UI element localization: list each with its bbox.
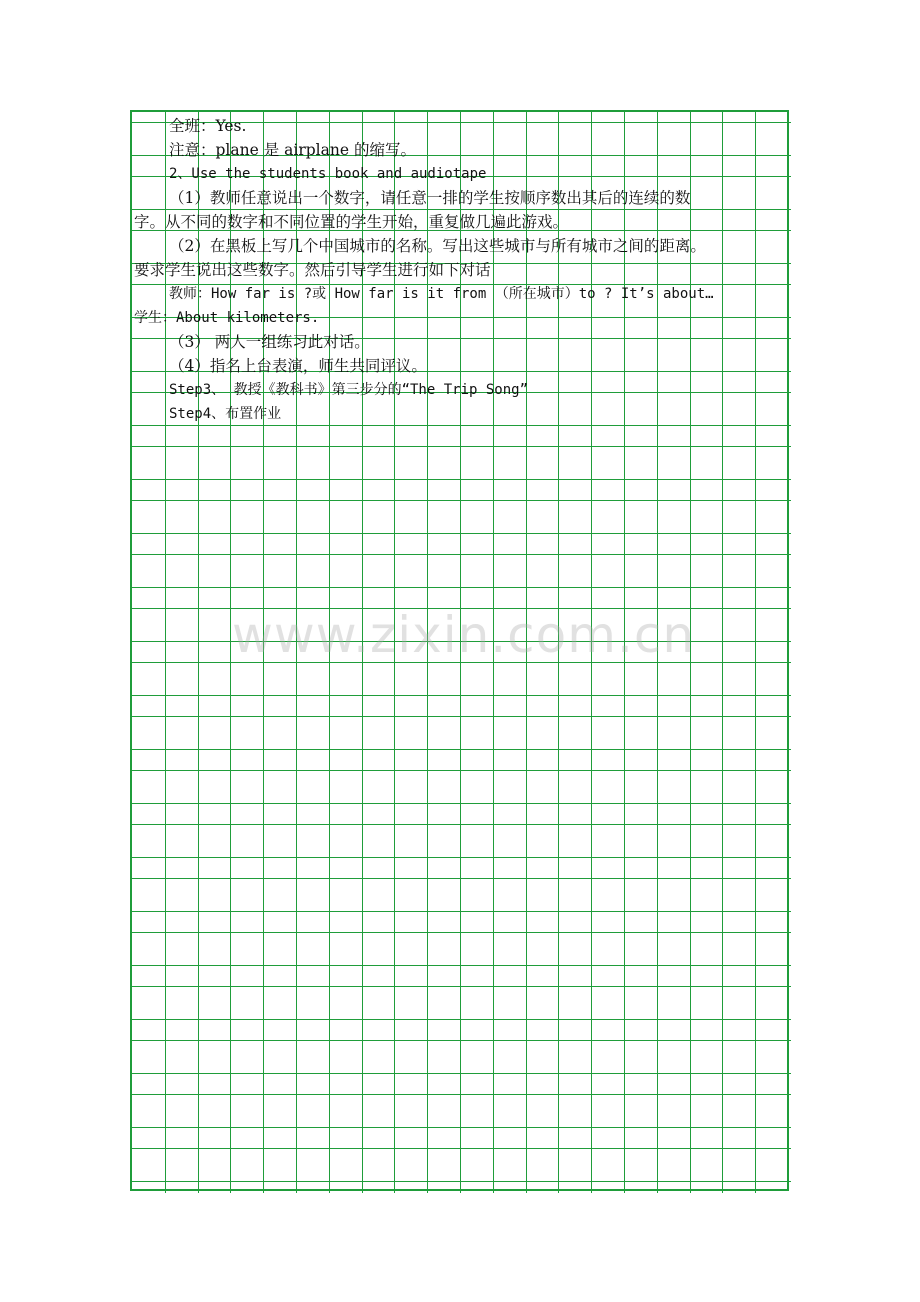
text-line-6: （2）在黑板上写几个中国城市的名称。写出这些城市与所有城市之间的距离。 (169, 237, 706, 255)
text-line-8: 教师：How far is ?或 How far is it from （所在城市）to ? It’s about… (169, 286, 714, 302)
text-line-1: 全班：Yes. (169, 117, 247, 135)
text-line-7: 要求学生说出这些数字。然后引导学生进行如下对话 (134, 261, 491, 279)
text-line-13: Step4、布置作业 (169, 406, 282, 422)
text-line-5: 字。从不同的数字和不同位置的学生开始，重复做几遍此游戏。 (134, 213, 569, 231)
watermark-text: www.zixin.com.cn (232, 606, 696, 664)
text-line-4: （1）教师任意说出一个数字，请任意一排的学生按顺序数出其后的连续的数 (169, 189, 691, 207)
text-line-2: 注意：plane 是 airplane 的缩写。 (169, 141, 416, 159)
text-line-10: （3） 两人一组练习此对话。 (169, 333, 370, 351)
text-line-12: Step3、 教授《教科书》第三步分的“The Trip Song” (169, 382, 529, 398)
text-line-11: （4）指名上台表演，师生共同评议。 (169, 357, 427, 375)
text-line-9: 学生：About kilometers. (134, 310, 320, 326)
text-line-3: 2、Use the students book and audiotape (169, 166, 487, 182)
